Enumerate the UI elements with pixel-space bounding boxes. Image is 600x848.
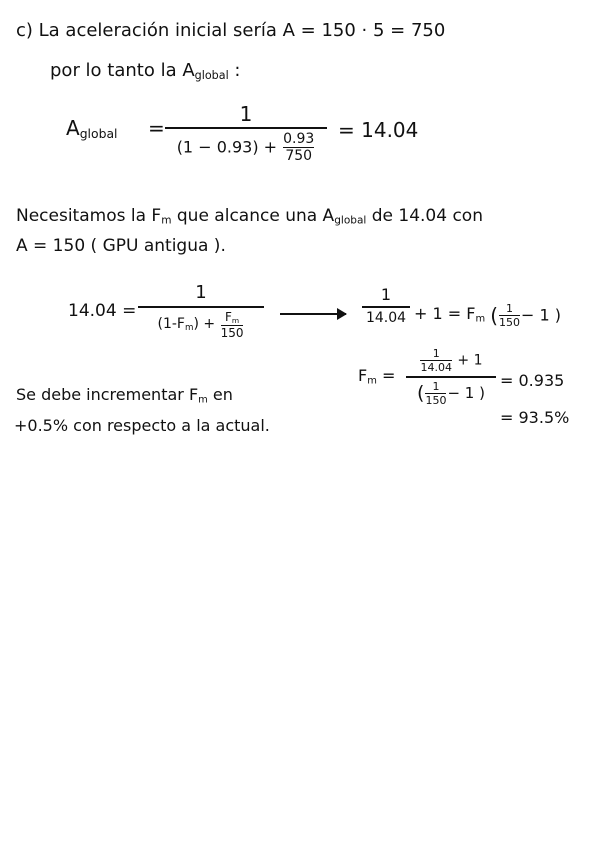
- eq3-fraction: [362, 287, 410, 325]
- global-intro-text: por lo tanto la A: [50, 60, 195, 81]
- m-subscript: m: [161, 214, 172, 227]
- fraction-bar: [165, 127, 327, 129]
- top-plus: + 1: [457, 352, 483, 369]
- intro-line: [16, 22, 445, 40]
- eq1-inner-fraction: [283, 132, 314, 163]
- den-left-text: (1-F: [157, 315, 185, 332]
- eq4-result-2: = 93.5%: [500, 408, 570, 427]
- bottom-denominator: 150: [425, 393, 447, 407]
- fraction-bar: [138, 306, 264, 308]
- eq2-den-left: [158, 316, 216, 332]
- paren-close: − 1 ): [521, 305, 562, 325]
- plus-text: + 1 = F: [414, 304, 476, 324]
- eq4-top: [406, 348, 496, 373]
- fraction-bar: [362, 306, 410, 308]
- eq4-bottom: [406, 381, 496, 406]
- m-subscript: m: [367, 375, 377, 387]
- intro-text: c) La aceleración inicial sería A = 150 · 5 = 750: [16, 20, 446, 41]
- global-subscript: global: [79, 126, 118, 142]
- eq2-fraction: [138, 284, 264, 339]
- para-text-c: de 14.04 con: [366, 206, 483, 226]
- inner-denominator: 750: [285, 147, 313, 164]
- conclusion-line-2: +0.5% con respecto a la actual.: [14, 416, 270, 435]
- eq2-lhs: 14.04 =: [68, 301, 137, 321]
- eq1-result: = 14.04: [338, 118, 419, 142]
- f-symbol: F: [358, 366, 368, 385]
- m-subscript: m: [185, 323, 194, 334]
- inner-numerator: [221, 311, 244, 324]
- colon: :: [228, 60, 241, 81]
- global-subscript: global: [194, 68, 229, 82]
- global-intro-line: [50, 62, 240, 81]
- eq1-lhs: [66, 118, 117, 141]
- eq2-numerator: 1: [195, 282, 207, 303]
- eq2-denominator: [138, 311, 264, 339]
- para-text-a: Necesitamos la F: [16, 206, 162, 226]
- eq4-top-fraction: [420, 348, 452, 373]
- top-denominator: 14.04: [420, 361, 452, 375]
- eq3-numerator: 1: [380, 285, 392, 304]
- eq1-denominator: [165, 132, 327, 163]
- paragraph-line-1: [16, 208, 483, 226]
- conclusion-line-1: [16, 387, 233, 405]
- eq4-fraction: [406, 348, 496, 406]
- eq3-rhs: [414, 303, 561, 328]
- paren-close: − 1 ): [447, 383, 485, 402]
- conclusion-text-b: en: [207, 385, 233, 404]
- global-subscript: global: [334, 214, 367, 227]
- eq1-fraction: [165, 104, 327, 163]
- inner-denominator: 150: [220, 326, 244, 341]
- m-subscript: m: [198, 394, 208, 406]
- eq3-small-fraction: [499, 303, 520, 328]
- m-subscript: m: [475, 313, 486, 325]
- eq4-result-1: = 0.935: [500, 371, 565, 390]
- eq3-plus: [414, 304, 485, 323]
- eq3-denominator: 14.04: [365, 309, 407, 326]
- arrow-icon: [280, 313, 346, 315]
- eq1-equals: =: [148, 116, 165, 140]
- sf-numerator: 1: [506, 302, 514, 315]
- top-numerator: 1: [432, 347, 440, 360]
- a-symbol: A: [66, 116, 80, 140]
- eq4-lhs: [358, 368, 395, 386]
- sf-denominator: 150: [499, 316, 521, 330]
- paragraph-line-2: A = 150 ( GPU antigua ).: [16, 236, 226, 256]
- conclusion-text-a: Se debe incrementar F: [16, 385, 199, 404]
- paren-open: (: [417, 381, 425, 404]
- m-subscript: m: [231, 315, 240, 325]
- eq1-den-left: (1 − 0.93) +: [176, 137, 278, 157]
- paren-open: (: [490, 303, 499, 328]
- bottom-numerator: 1: [432, 379, 440, 393]
- equals-sign: =: [381, 366, 396, 385]
- inner-numerator: 0.93: [283, 130, 315, 147]
- eq1-numerator: 1: [239, 102, 253, 126]
- f-symbol: F: [224, 309, 232, 324]
- den-mid-text: ) +: [193, 315, 216, 332]
- para-text-b: que alcance una A: [171, 206, 335, 226]
- eq2-inner-fraction: [221, 311, 244, 339]
- fraction-bar: [406, 376, 496, 378]
- eq4-bottom-fraction: [425, 381, 446, 406]
